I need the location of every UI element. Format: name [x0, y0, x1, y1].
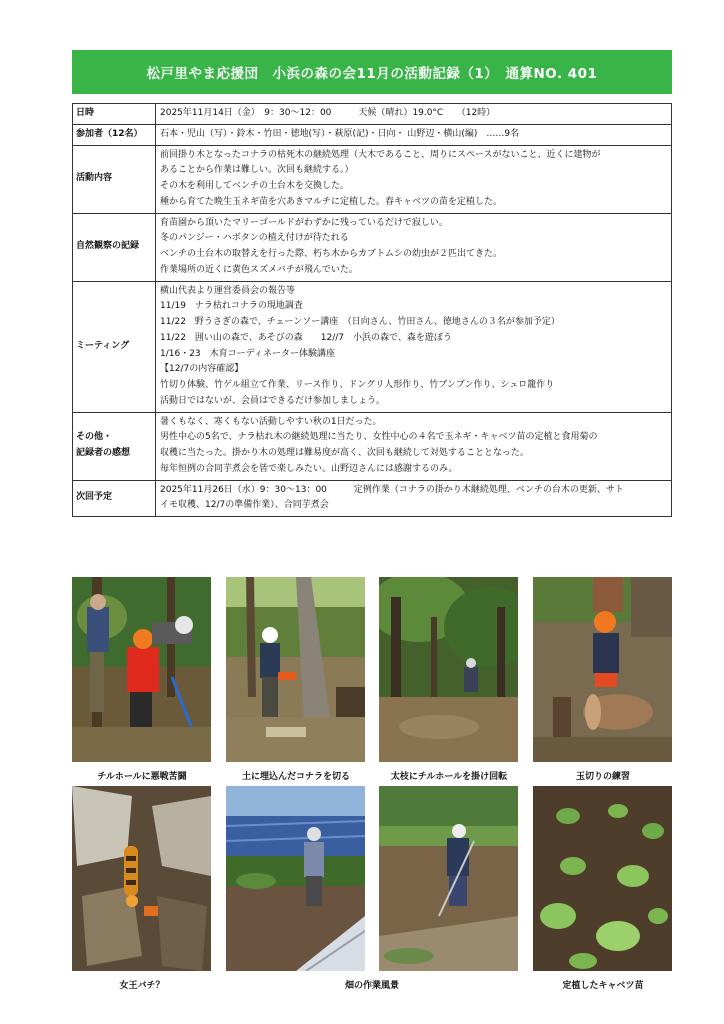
row-content — [156, 213, 672, 281]
table-row — [73, 281, 672, 412]
table-row — [73, 213, 672, 281]
photo-1 — [72, 577, 211, 762]
row-content — [156, 124, 672, 145]
content-line: 収穫に当たった。掛かり木の処理は難易度が高く、次回も継続して対処することとなった。 — [160, 448, 529, 458]
photo-3 — [379, 577, 518, 762]
row-label: その他・ 記録者の感想 — [73, 412, 156, 480]
content-line: 暑くもなく、寒くもない活動しやすい秋の1日だった。 — [160, 416, 382, 427]
photo-caption: 定植したキャベツ苗 — [562, 981, 644, 991]
row-content — [156, 480, 672, 517]
table-row — [73, 412, 672, 480]
photo-4 — [533, 577, 672, 762]
row-content — [156, 281, 672, 412]
photo-caption: 土に埋込んだコナラを切る — [241, 772, 350, 782]
table-row — [73, 480, 672, 517]
photo-caption: 太枝にチルホールを掛け回転 — [390, 772, 508, 782]
photo-caption: チルホールに悪戦苦闘 — [97, 772, 187, 782]
content-line: 冬のパンジー・ハボタンの植え付けが待たれる — [160, 233, 349, 244]
content-line: 2025年11月26日（水）9：30～13：00 定例作業（コナラの掛かり木継続処理、ベンチの台木の更新、サト — [160, 484, 624, 495]
row-label: ミーティング — [73, 281, 156, 412]
row-label: 活動内容 — [73, 145, 156, 213]
photo-7 — [379, 786, 518, 971]
photo-2 — [226, 577, 365, 762]
content-line: 1/16・23 木育コーディネーター体験講座 — [160, 348, 335, 359]
content-line: 2025年11月14日（金） 9：30～12：00 天候（晴れ）19.0°C （12時） — [160, 108, 496, 118]
content-line: 11/22 野うさぎの森で、チェーンソー講座 （日向さん、竹田さん、徳地さんの３名が参加予定） — [160, 317, 560, 327]
content-line: 石本・児山（写）・鈴木・竹田・徳地(写）・萩原(記)・日向・ 山野辺・横山(編) ……9名 — [160, 128, 520, 139]
table-row — [73, 104, 672, 125]
content-line: 毎年恒例の合同芋煮会を皆で楽しみたい。山野辺さんには感謝するのみ。 — [160, 463, 458, 474]
row-label: 参加者（12名） — [73, 124, 156, 145]
content-line: 前回掛り木となったコナラの枯死木の継続処理（大木であること、周りにスペースがないこと、近くに建物が — [160, 149, 601, 160]
content-line: 横山代表より運営委員会の報告等 — [160, 285, 296, 296]
content-line: あることから作業は難しい。次回も継続する。） — [160, 165, 354, 176]
content-line: 種から育てた晩生玉ネギ苗を穴あきマルチに定植した。春キャベツの苗を定植した。 — [160, 196, 503, 207]
photo-caption: 玉切りの練習 — [575, 772, 630, 782]
content-line: ベンチの土台木の取替えを行った際、朽ち木からカブトムシの幼虫が２匹出てきた。 — [160, 249, 503, 259]
content-line: 竹切り体験、竹ゲル組立て作業、リース作り、ドングリ人形作り、竹ブンブン作り、シュロ籠作り — [160, 380, 555, 390]
title-banner — [72, 50, 672, 94]
content-line: 11/22 囲い山の森で、あそびの森 12//7 小浜の森で、森を遊ぼう — [160, 332, 452, 343]
photo-caption: 畑の作業風景 — [344, 981, 399, 991]
page-title: 松戸里やま応援団 小浜の森の会11月の活動記録（1） 通算NO. 401 — [146, 66, 598, 82]
content-line: 活動日ではないが、会員はできるだけ参加しましょう。 — [160, 395, 386, 406]
content-line: 育苗園から頂いたマリーゴールドがわずかに残っているだけで寂しい。 — [160, 217, 448, 228]
row-content — [156, 145, 672, 213]
table-row — [73, 145, 672, 213]
content-line: 【12/7の内容確認】 — [160, 364, 244, 375]
content-line: 男性中心の5名で、ナラ枯れ木の継続処理に当たり、女性中心の４名で玉ネギ・キャベツ苗の定植と食用菊の — [160, 432, 598, 443]
content-line: 作業場所の近くに黄色スズメバチが飛んでいた。 — [160, 264, 358, 275]
row-content — [156, 104, 672, 125]
row-label: 自然観察の記録 — [73, 213, 156, 281]
photo-5 — [72, 786, 211, 971]
photo-6 — [226, 786, 365, 971]
content-line: 11/19 ナラ枯れコナラの現地調査 — [160, 301, 303, 312]
content-line: イモ収穫、12/7の準備作業）、合同芋煮会 — [160, 500, 329, 511]
row-content — [156, 412, 672, 480]
photo-caption: 女王バチ？ — [119, 981, 165, 991]
photo-8 — [533, 786, 672, 971]
activity-table — [72, 103, 672, 517]
content-line: その木を利用してベンチの土台木を交換した。 — [160, 181, 350, 191]
row-label: 日時 — [73, 104, 156, 125]
table-row — [73, 124, 672, 145]
row-label: 次回予定 — [73, 480, 156, 517]
